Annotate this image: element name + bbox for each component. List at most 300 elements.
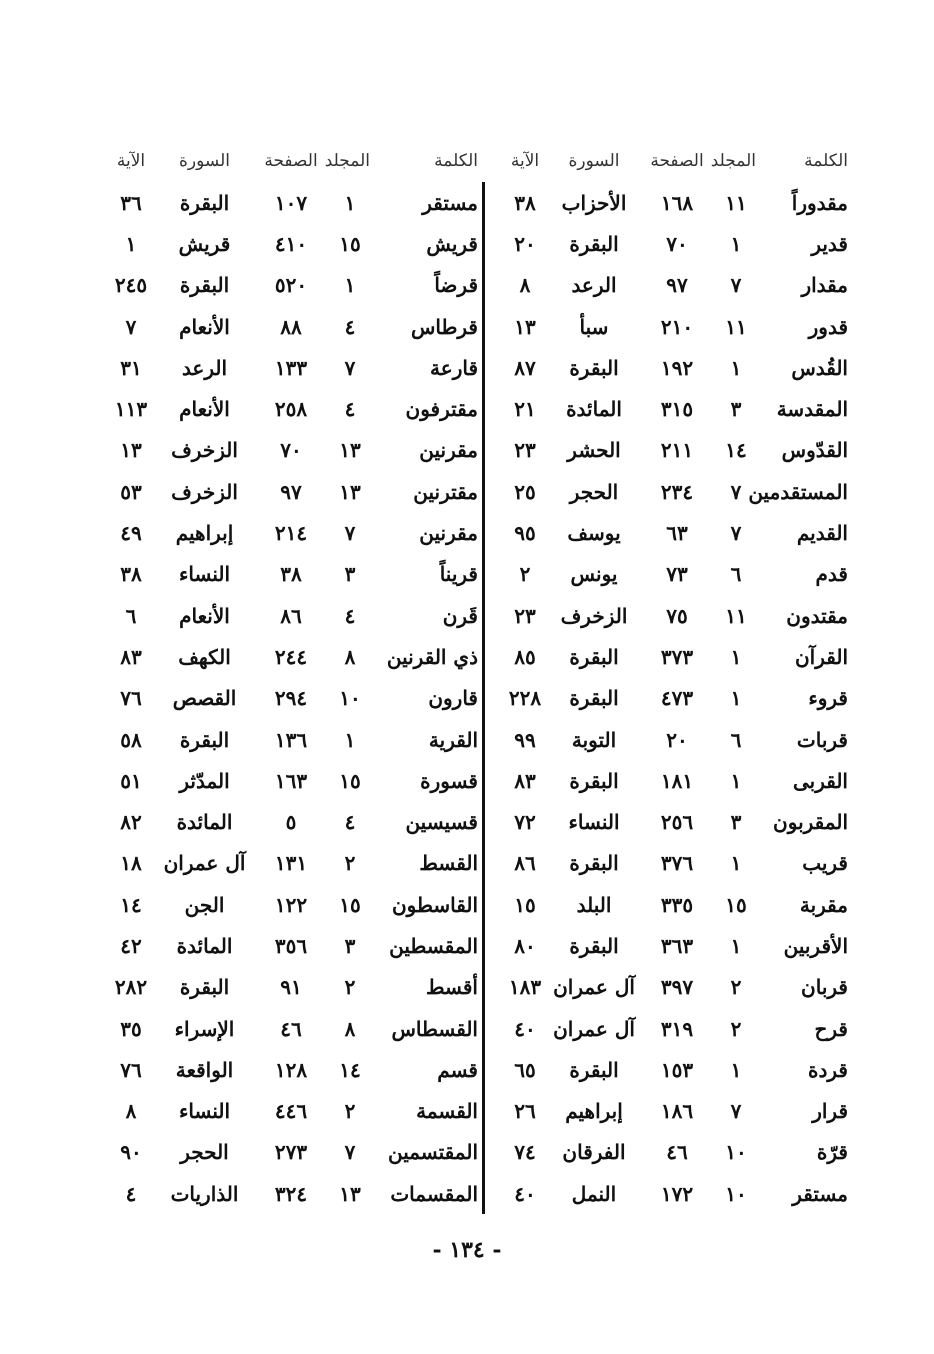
- index-surah: المائدة: [176, 933, 233, 958]
- index-ayah: ١: [125, 231, 137, 256]
- index-ayah: ٩٩: [514, 727, 536, 752]
- index-row: [95, 595, 478, 636]
- index-volume: ١٠: [339, 686, 361, 711]
- index-page-number: ٢٧٣: [274, 1140, 308, 1165]
- index-volume: ١٠: [725, 1140, 747, 1165]
- index-ayah: ٢٨٢: [114, 975, 148, 1000]
- index-ayah: ٢٢٨: [508, 686, 542, 711]
- index-volume: ٣: [344, 562, 356, 587]
- index-word: القسط: [419, 851, 478, 876]
- index-page-number: ٢٤٤: [274, 644, 308, 669]
- index-row: [488, 430, 848, 471]
- index-page-number: ١٧٢: [660, 1181, 694, 1206]
- index-page-number: ٨٦: [280, 603, 302, 628]
- index-page-number: ٢١٠: [660, 314, 694, 339]
- index-row: [95, 1173, 478, 1214]
- index-ayah: ١٨: [120, 851, 142, 876]
- index-volume: ٤: [344, 397, 356, 422]
- index-ayah: ٧٢: [514, 810, 536, 835]
- index-page-number: ٢٠: [666, 727, 688, 752]
- index-word: القرية: [428, 727, 478, 752]
- index-ayah: ٢٤٥: [114, 273, 148, 298]
- index-page-number: ٤١٠: [274, 231, 308, 256]
- index-volume: ١٥: [339, 768, 361, 793]
- index-volume: ١١: [725, 314, 747, 339]
- index-surah: آل عمران: [163, 851, 246, 876]
- header-word: الكلمة: [434, 151, 478, 171]
- index-word: المقتسمين: [387, 1140, 478, 1165]
- left-rows: [95, 182, 478, 1214]
- index-word: قرضاً: [434, 273, 478, 298]
- index-ayah: ٤٩: [120, 521, 142, 546]
- index-row: [488, 512, 848, 553]
- index-page-number: ٩٧: [666, 273, 688, 298]
- index-row: [95, 388, 478, 429]
- index-row: [95, 678, 478, 719]
- index-row: [95, 1049, 478, 1090]
- index-word: مقدوراً: [791, 190, 848, 215]
- index-row: [95, 1132, 478, 1173]
- index-row: [95, 182, 478, 223]
- index-ayah: ١٣: [514, 314, 536, 339]
- index-ayah: ٧: [125, 314, 137, 339]
- index-ayah: ٤: [125, 1181, 137, 1206]
- index-word: مقرنين: [419, 521, 478, 546]
- index-ayah: ٦٥: [514, 1057, 536, 1082]
- index-page-number: ٩١: [280, 975, 302, 1000]
- index-page-number: ٢١١: [660, 438, 694, 463]
- index-ayah: ١٥: [514, 892, 536, 917]
- index-page-number: ٥: [285, 810, 297, 835]
- header-word: الكلمة: [804, 151, 848, 171]
- index-volume: ١٣: [339, 479, 361, 504]
- index-word: مستقر: [792, 1181, 848, 1206]
- index-ayah: ٨٠: [514, 933, 536, 958]
- index-surah: البقرة: [569, 1057, 619, 1082]
- index-ayah: ٤٢: [120, 933, 142, 958]
- index-word: قروء: [808, 686, 848, 711]
- index-volume: ١: [730, 644, 742, 669]
- index-surah: إبراهيم: [565, 1099, 623, 1124]
- index-row: [488, 388, 848, 429]
- index-word: مقتدون: [786, 603, 848, 628]
- index-row: [488, 223, 848, 264]
- index-page-number: ٢٩٤: [274, 686, 308, 711]
- index-ayah: ١٤: [120, 892, 142, 917]
- index-volume: ٧: [730, 1099, 742, 1124]
- index-page-number: ٣٣٥: [660, 892, 694, 917]
- index-row: [95, 636, 478, 677]
- index-page-number: ١٨١: [660, 768, 694, 793]
- index-row: [95, 760, 478, 801]
- index-volume: ١: [730, 768, 742, 793]
- index-surah: الزخرف: [171, 479, 238, 504]
- index-ayah: ١٨٣: [508, 975, 542, 1000]
- index-surah: القصص: [172, 686, 237, 711]
- index-row: [95, 306, 478, 347]
- index-word: قدور: [808, 314, 848, 339]
- index-volume: ٦: [730, 727, 742, 752]
- index-word: القديم: [796, 521, 848, 546]
- index-page-number: ١٢٨: [274, 1057, 308, 1082]
- index-word: المستقدمين: [748, 479, 848, 504]
- index-surah: النمل: [571, 1181, 617, 1206]
- index-surah: البلد: [576, 892, 612, 917]
- index-page-number: ٤٤٦: [274, 1099, 308, 1124]
- index-surah: الزخرف: [171, 438, 238, 463]
- index-row: [488, 182, 848, 223]
- index-volume: ١٤: [725, 438, 747, 463]
- index-page-number: ٧٥: [666, 603, 688, 628]
- index-row: [95, 884, 478, 925]
- index-surah: البقرة: [569, 644, 619, 669]
- header-ayah: الآية: [116, 151, 146, 171]
- index-page-number: ٣٧٣: [660, 644, 694, 669]
- index-row: [95, 554, 478, 595]
- index-surah: الحجر: [180, 1140, 229, 1165]
- index-volume: ٧: [730, 521, 742, 546]
- index-ayah: ٢: [519, 562, 531, 587]
- index-row: [95, 223, 478, 264]
- column-divider: [482, 182, 485, 1214]
- index-word: القسطاس: [391, 1016, 478, 1041]
- index-ayah: ٥٨: [120, 727, 142, 752]
- index-surah: الذاريات: [170, 1181, 239, 1206]
- index-page-number: ٤٧٣: [660, 686, 694, 711]
- index-page-number: ٣٥٦: [274, 933, 308, 958]
- index-row: [95, 430, 478, 471]
- index-row: [95, 1008, 478, 1049]
- index-row: [95, 1091, 478, 1132]
- index-word: قربان: [801, 975, 848, 1000]
- header-volume: المجلد: [324, 151, 370, 171]
- index-page-number: ٣٧٦: [660, 851, 694, 876]
- index-word: مقترفون: [405, 397, 478, 422]
- index-ayah: ١٣: [120, 438, 142, 463]
- right-rows: [488, 182, 848, 1214]
- index-row: [488, 843, 848, 884]
- index-word: قارعة: [430, 355, 478, 380]
- index-word: قريب: [802, 851, 848, 876]
- index-ayah: ٧٦: [120, 686, 142, 711]
- index-word: القدّوس: [781, 438, 848, 463]
- index-row: [488, 636, 848, 677]
- index-row: [95, 843, 478, 884]
- index-row: [95, 801, 478, 842]
- index-word: الأقربين: [783, 933, 848, 958]
- index-surah: آل عمران: [553, 975, 635, 1000]
- index-volume: ٧: [730, 273, 742, 298]
- index-volume: ٤: [344, 603, 356, 628]
- index-ayah: ٥١: [120, 768, 142, 793]
- index-volume: ١: [344, 190, 356, 215]
- index-row: [488, 306, 848, 347]
- index-page-number: ١٦٨: [660, 190, 694, 215]
- index-page-number: ٧٠: [666, 231, 688, 256]
- index-word: القسمة: [416, 1099, 478, 1124]
- index-page-number: ١٣٦: [274, 727, 308, 752]
- index-volume: ٢: [344, 851, 356, 876]
- index-surah: الرعد: [181, 355, 228, 380]
- index-row: [488, 1132, 848, 1173]
- index-surah: الأحزاب: [561, 190, 627, 215]
- index-page-number: ٢٣٤: [660, 479, 694, 504]
- index-row: [95, 512, 478, 553]
- index-row: [488, 1008, 848, 1049]
- index-word: القرآن: [794, 644, 848, 669]
- index-volume: ١: [730, 851, 742, 876]
- index-ayah: ٢١: [514, 397, 536, 422]
- index-page-number: ٢١٤: [274, 521, 308, 546]
- index-page-number: ٢٥٦: [660, 810, 694, 835]
- index-volume: ٧: [344, 355, 356, 380]
- index-ayah: ٢٦: [514, 1099, 536, 1124]
- index-page-number: ٥٢٠: [274, 273, 308, 298]
- index-page-number: ٣١٥: [660, 397, 694, 422]
- index-volume: ٧: [730, 479, 742, 504]
- index-volume: ١٥: [725, 892, 747, 917]
- index-volume: ١٠: [725, 1181, 747, 1206]
- index-volume: ٢: [344, 1099, 356, 1124]
- index-row: [95, 719, 478, 760]
- index-page-number: ٣٨: [280, 562, 302, 587]
- index-page-number: ١٦٣: [274, 768, 308, 793]
- index-surah: الزخرف: [560, 603, 628, 628]
- index-volume: ٦: [730, 562, 742, 587]
- index-page-number: ٧٣: [666, 562, 688, 587]
- index-surah: النساء: [178, 1099, 231, 1124]
- index-volume: ١: [730, 231, 742, 256]
- index-volume: ٢: [344, 975, 356, 1000]
- index-surah: البقرة: [569, 355, 619, 380]
- index-surah: الكهف: [178, 644, 231, 669]
- index-surah: المدّثر: [179, 768, 230, 793]
- header-surah: السورة: [568, 151, 620, 171]
- index-volume: ٣: [730, 397, 742, 422]
- index-word: قدير: [811, 231, 848, 256]
- index-word: مستقر: [422, 190, 478, 215]
- index-word: قرطاس: [410, 314, 478, 339]
- index-volume: ١: [730, 686, 742, 711]
- index-surah: الحشر: [567, 438, 621, 463]
- index-word: مقرنين: [419, 438, 478, 463]
- index-surah: الحجر: [569, 479, 619, 504]
- index-volume: ١٣: [339, 438, 361, 463]
- index-surah: آل عمران: [553, 1016, 635, 1041]
- index-surah: الفرقان: [562, 1140, 626, 1165]
- index-surah: يونس: [570, 562, 618, 587]
- index-word: مقترنين: [413, 479, 478, 504]
- index-ayah: ٧٦: [120, 1057, 142, 1082]
- index-surah: البقرة: [179, 975, 230, 1000]
- index-ayah: ٢٠: [514, 231, 536, 256]
- index-surah: البقرة: [569, 933, 619, 958]
- index-row: [488, 554, 848, 595]
- index-word: القاسطون: [391, 892, 478, 917]
- index-page-number: ٨٨: [280, 314, 302, 339]
- index-ayah: ٨٥: [514, 644, 536, 669]
- index-row: [488, 265, 848, 306]
- index-word: المقسمات: [390, 1181, 478, 1206]
- index-row: [488, 1091, 848, 1132]
- index-surah: الأنعام: [179, 314, 230, 339]
- index-page-number: ٦٣: [666, 521, 688, 546]
- index-ayah: ٨٢: [120, 810, 142, 835]
- index-volume: ٧: [344, 1140, 356, 1165]
- index-page-number: ٩٧: [280, 479, 302, 504]
- index-word: المقسطين: [389, 933, 478, 958]
- index-page-number: ٢٥٨: [274, 397, 308, 422]
- index-page-number: ٣٢٤: [274, 1181, 308, 1206]
- index-surah: قريش: [178, 231, 231, 256]
- index-surah: إبراهيم: [175, 521, 234, 546]
- index-ayah: ٧٤: [514, 1140, 536, 1165]
- index-ayah: ٣١: [120, 355, 142, 380]
- index-word: مقدار: [801, 273, 848, 298]
- index-surah: البقرة: [179, 273, 230, 298]
- index-word: قَرن: [442, 603, 478, 628]
- index-word: قسم: [437, 1057, 478, 1082]
- index-row: [95, 967, 478, 1008]
- index-surah: المائدة: [566, 397, 622, 422]
- index-volume: ١٤: [339, 1057, 361, 1082]
- index-ayah: ٢٥: [514, 479, 536, 504]
- index-row: [488, 1049, 848, 1090]
- index-page-number: ١٣٣: [274, 355, 308, 380]
- index-surah: البقرة: [179, 727, 230, 752]
- header-page: الصفحة: [650, 151, 704, 171]
- index-ayah: ٣٨: [120, 562, 142, 587]
- index-surah: البقرة: [569, 768, 619, 793]
- page-number: - ١٣٤ -: [432, 1237, 502, 1263]
- index-row: [488, 471, 848, 512]
- index-word: القربى: [792, 768, 848, 793]
- index-ayah: ٤٠: [514, 1016, 536, 1041]
- index-row: [488, 719, 848, 760]
- index-word: قارون: [428, 686, 478, 711]
- index-word: قريش: [426, 231, 478, 256]
- index-surah: البقرة: [569, 231, 619, 256]
- index-row: [488, 884, 848, 925]
- index-surah: الإسراء: [174, 1016, 235, 1041]
- index-page-number: ٧٠: [280, 438, 302, 463]
- left-index-column: [95, 140, 478, 1214]
- header-ayah: الآية: [510, 151, 540, 171]
- index-volume: ٢: [730, 975, 742, 1000]
- index-volume: ٤: [344, 810, 356, 835]
- index-surah: البقرة: [569, 686, 619, 711]
- index-volume: ٤: [344, 314, 356, 339]
- index-row: [488, 347, 848, 388]
- index-page-number: ١٣١: [274, 851, 308, 876]
- header-volume: المجلد: [710, 151, 756, 171]
- index-row: [95, 925, 478, 966]
- index-volume: ١٣: [339, 1181, 361, 1206]
- index-page-number: ٣١٩: [660, 1016, 694, 1041]
- index-ayah: ٩٠: [120, 1140, 142, 1165]
- index-word: قرار: [812, 1099, 848, 1124]
- index-page-number: ٣٦٣: [660, 933, 694, 958]
- index-surah: النساء: [178, 562, 231, 587]
- index-row: [95, 347, 478, 388]
- index-volume: ٧: [344, 521, 356, 546]
- index-row: [488, 595, 848, 636]
- index-volume: ٢: [730, 1016, 742, 1041]
- header-page: الصفحة: [264, 151, 318, 171]
- index-surah: سبأ: [579, 314, 609, 339]
- index-ayah: ٣٨: [514, 190, 536, 215]
- index-word: قريناً: [439, 562, 478, 587]
- index-word: قرح: [814, 1016, 848, 1041]
- index-surah: البقرة: [569, 851, 619, 876]
- index-ayah: ٨: [125, 1099, 137, 1124]
- index-volume: ٨: [344, 1016, 356, 1041]
- index-ayah: ٨: [519, 273, 531, 298]
- index-ayah: ٨٣: [514, 768, 536, 793]
- index-word: قردة: [808, 1057, 848, 1082]
- index-row: [488, 1173, 848, 1214]
- index-ayah: ٢٣: [514, 603, 536, 628]
- index-word: القُدس: [791, 355, 848, 380]
- index-volume: ١٥: [339, 231, 361, 256]
- index-surah: الجن: [184, 892, 225, 917]
- index-surah: المائدة: [176, 810, 233, 835]
- index-volume: ٣: [730, 810, 742, 835]
- right-column-header: [488, 140, 848, 182]
- header-surah: السورة: [179, 151, 230, 171]
- index-ayah: ٣٥: [120, 1016, 142, 1041]
- index-row: [488, 801, 848, 842]
- index-ayah: ٣٦: [120, 190, 142, 215]
- index-surah: الواقعة: [175, 1057, 234, 1082]
- index-word: مقربة: [799, 892, 848, 917]
- index-volume: ١: [344, 273, 356, 298]
- index-ayah: ٩٥: [514, 521, 536, 546]
- index-surah: يوسف: [567, 521, 621, 546]
- index-word: قسورة: [420, 768, 478, 793]
- index-word: قدم: [815, 562, 848, 587]
- index-page-number: ١٠٧: [274, 190, 308, 215]
- index-page-number: ٤٦: [666, 1140, 688, 1165]
- index-ayah: ٤٠: [514, 1181, 536, 1206]
- index-page-number: ٤٦: [280, 1016, 302, 1041]
- index-ayah: ٨٣: [120, 644, 142, 669]
- index-row: [488, 925, 848, 966]
- index-ayah: ٢٣: [514, 438, 536, 463]
- index-page-number: ١٥٣: [660, 1057, 694, 1082]
- index-volume: ١: [730, 933, 742, 958]
- index-word: المقربون: [773, 810, 848, 835]
- index-row: [488, 967, 848, 1008]
- index-volume: ١٥: [339, 892, 361, 917]
- index-page-number: ١٨٦: [660, 1099, 694, 1124]
- index-volume: ١: [344, 727, 356, 752]
- right-index-column: [488, 140, 848, 1214]
- index-row: [488, 760, 848, 801]
- index-surah: الرعد: [571, 273, 617, 298]
- index-volume: ٣: [344, 933, 356, 958]
- index-surah: الأنعام: [179, 397, 230, 422]
- index-volume: ١١: [725, 603, 747, 628]
- index-surah: النساء: [568, 810, 620, 835]
- index-word: قسيسين: [405, 810, 478, 835]
- index-row: [95, 265, 478, 306]
- index-ayah: ١١٣: [114, 397, 148, 422]
- index-word: قربات: [796, 727, 848, 752]
- index-page-number: ١٢٢: [274, 892, 308, 917]
- index-ayah: ٥٣: [120, 479, 142, 504]
- index-volume: ٨: [344, 644, 356, 669]
